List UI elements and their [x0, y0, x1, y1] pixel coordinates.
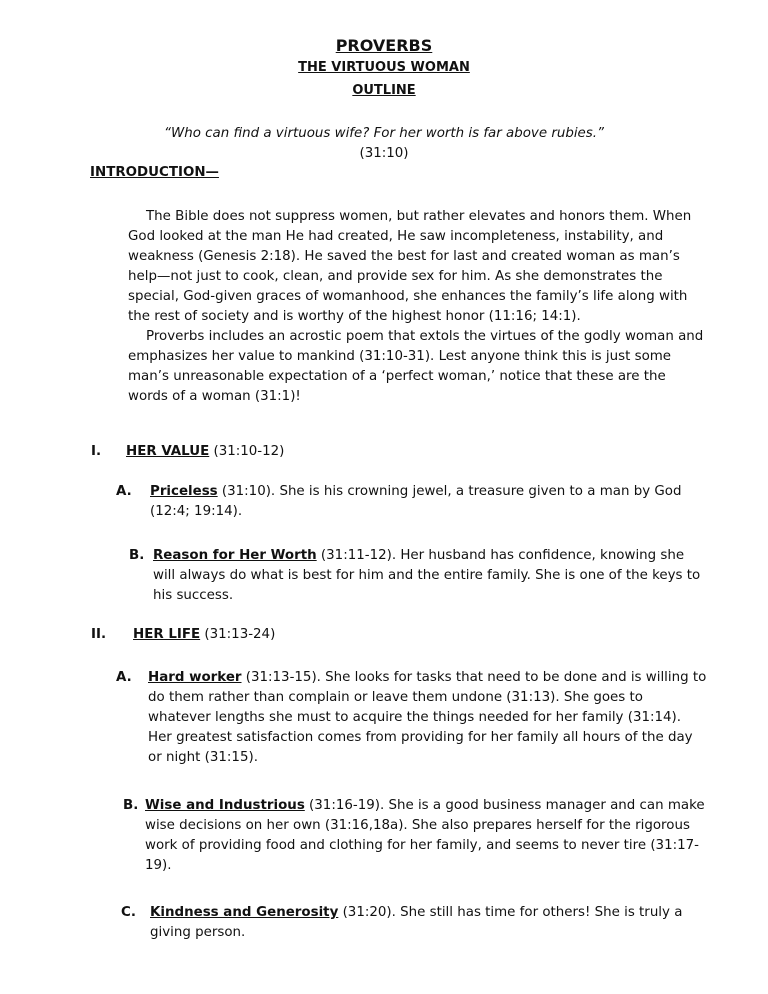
- item-text: (31:20). She still has time for others! She is truly a giving person.: [150, 905, 683, 940]
- outline-label: OUTLINE: [352, 83, 416, 98]
- section-numeral: I.: [91, 444, 102, 459]
- introduction-paragraph: The Bible does not suppress women, but rather elevates and honors them. When God looked at the man He had created, He saw incompleteness, instability, and weakness (Genesis 2:18). He saved the best for last and created woman as man’s help—not just to cook, clean, and provide sex for him. As she demonstrates the special, God-given graces of womanhood, she enhances the family’s life along with the rest of society and is worthy of the highest honor (11:16; 14:1).: [128, 209, 692, 324]
- item-letter: A.: [116, 670, 132, 685]
- item-text: (31:10). She is his crowning jewel, a treasure given to a man by God (12:4; 19:14).: [150, 484, 682, 519]
- section-title: HER VALUE: [126, 444, 210, 459]
- document-title: PROVERBS: [335, 36, 433, 55]
- introduction-paragraph: Proverbs includes an acrostic poem that extols the virtues of the godly woman and emphasizes her value to mankind (31:10-31). Lest anyone think this is just some man’s unreasonable expectation of a ‘perfect woman,’ notice that these are the words of a woman (31:1)!: [128, 329, 704, 404]
- outline-item: [153, 546, 701, 606]
- outline-item: [150, 482, 710, 522]
- section-title: HER LIFE: [133, 627, 201, 642]
- item-title: Hard worker: [148, 670, 242, 685]
- item-letter: B.: [123, 798, 139, 813]
- section-heading: [126, 442, 284, 462]
- outline-item: [148, 668, 708, 768]
- item-text: (31:16-19). She is a good business manager and can make wise decisions on her own (31:16,18a). She also prepares herself for the rigorous work of providing food and clothing for her family, and seems to never tire (31:17-19).: [145, 798, 705, 873]
- section-heading: [133, 625, 275, 645]
- section-numeral: II.: [91, 627, 107, 642]
- item-title: Kindness and Generosity: [150, 905, 339, 920]
- item-letter: B.: [129, 548, 145, 563]
- item-title: Wise and Industrious: [145, 798, 305, 813]
- section-reference: (31:10-12): [209, 444, 285, 459]
- outline-item: [145, 796, 709, 876]
- item-text: (31:11-12). Her husband has confidence, knowing she will always do what is best for him and the entire family. She is one of the keys to his success.: [153, 548, 701, 603]
- document-subtitle: THE VIRTUOUS WOMAN: [298, 60, 470, 75]
- section-reference: (31:13-24): [200, 627, 276, 642]
- item-title: Priceless: [150, 484, 218, 499]
- outline-item: [150, 903, 710, 943]
- item-letter: C.: [121, 905, 136, 920]
- item-title: Reason for Her Worth: [153, 548, 317, 563]
- introduction-heading: INTRODUCTION—: [90, 165, 219, 180]
- item-letter: A.: [116, 484, 132, 499]
- introduction-body: [128, 207, 708, 407]
- epigraph-quote: “Who can find a virtuous wife? For her worth is far above rubies.”: [164, 126, 604, 141]
- epigraph-reference: (31:10): [359, 146, 409, 161]
- item-text: (31:13-15). She looks for tasks that need to be done and is willing to do them rather than complain or leave them undone (31:13). She goes to whatever lengths she must to acquire the things needed for her family (31:14). Her greatest satisfaction comes from providing for her family all hours of the day or night (31:15).: [148, 670, 707, 765]
